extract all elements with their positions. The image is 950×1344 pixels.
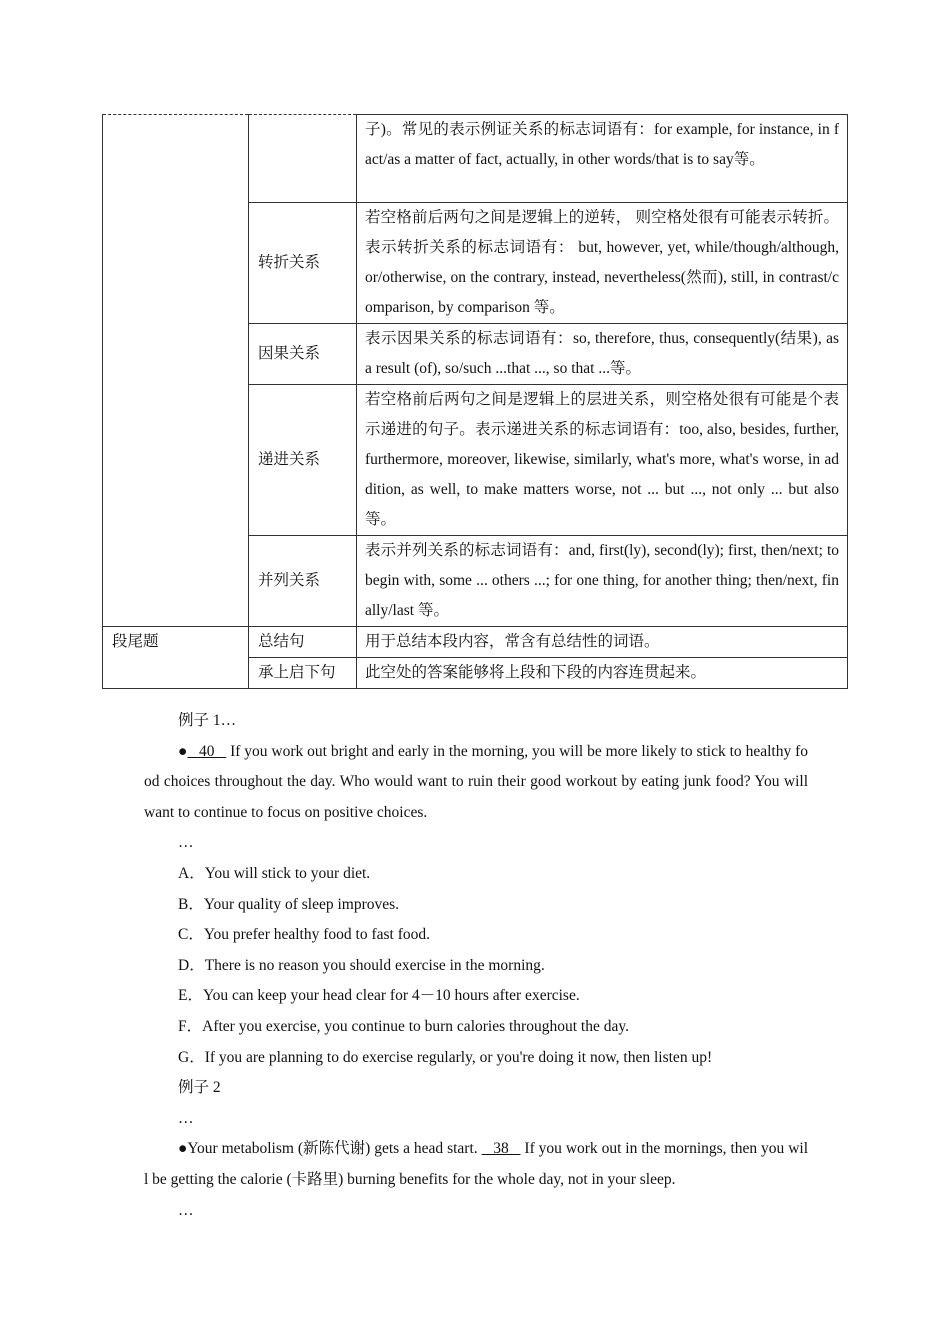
option-e: E．You can keep your head clear for 4－10 hours after exercise. xyxy=(178,987,580,1005)
option-g: G．If you are planning to do exercise regularly, or you're doing it now, then listen up! xyxy=(178,1048,713,1066)
example2-text: If you work out in the mornings, then you will be getting the calorie (卡路里) burning benefits for the whole day, not in your sleep. xyxy=(144,1140,809,1188)
example2-paragraph xyxy=(144,1134,808,1195)
example2-heading: 例子 2 xyxy=(178,1079,221,1097)
table-row xyxy=(103,627,848,658)
example2-lead: ●Your metabolism (新陈代谢) gets a head start. xyxy=(178,1140,482,1158)
desc-cell: 子)。常见的表示例证关系的标志词语有：for example, for instance, in fact/as a matter of fact, actually, in other words/that is to say等。 xyxy=(357,115,848,203)
example1-paragraph xyxy=(144,737,808,829)
desc-cell: 表示并列关系的标志词语有：and, first(ly), second(ly); first, then/next; to begin with, some ... others ...; for one thing, for another thing; then/next, finally/last 等。 xyxy=(357,536,848,627)
section-cell-empty xyxy=(103,115,249,627)
type-cell-empty xyxy=(249,115,357,203)
type-cell: 递进关系 xyxy=(249,385,357,536)
strategy-table xyxy=(102,114,848,689)
option-c: C．You prefer healthy food to fast food. xyxy=(178,926,430,944)
ellipsis: … xyxy=(178,1109,194,1127)
answer-blank: 40 xyxy=(187,742,227,760)
desc-cell: 此空处的答案能够将上段和下段的内容连贯起来。 xyxy=(357,658,848,689)
desc-cell: 若空格前后两句之间是逻辑上的层进关系，则空格处很有可能是个表示递进的句子。表示递进关系的标志词语有：too, also, besides, further, furthermore, moreover, likewise, similarly, what's more, what's worse, in addition, as well, to make matters worse, not ... but ..., not only ... but also 等。 xyxy=(357,385,848,536)
example1-heading: 例子 1… xyxy=(178,712,237,729)
type-cell: 总结句 xyxy=(249,627,357,658)
type-cell: 并列关系 xyxy=(249,536,357,627)
desc-cell: 表示因果关系的标志词语有：so, therefore, thus, consequently(结果), as a result (of), so/such ...that ..., so that ...等。 xyxy=(357,324,848,385)
ellipsis: … xyxy=(178,1201,194,1219)
type-cell: 转折关系 xyxy=(249,203,357,324)
ellipsis: … xyxy=(178,834,194,852)
option-a: A．You will stick to your diet. xyxy=(178,864,371,882)
examples xyxy=(144,706,808,1226)
type-cell: 因果关系 xyxy=(249,324,357,385)
table-row xyxy=(103,115,848,203)
bullet: ● xyxy=(178,742,188,760)
desc-cell: 用于总结本段内容，常含有总结性的词语。 xyxy=(357,627,848,658)
desc-cell: 若空格前后两句之间是逻辑上的逆转， 则空格处很有可能表示转折。表示转折关系的标志词语有： but, however, yet, while/though/although, or/otherwise, on the contrary, instead, nevertheless(然而), still, in contrast/comparison, by comparison 等。 xyxy=(357,203,848,324)
answer-blank: 38 xyxy=(481,1140,521,1158)
option-d: D．There is no reason you should exercise in the morning. xyxy=(178,956,545,974)
option-b: B．Your quality of sleep improves. xyxy=(178,895,400,913)
example1-text: If you work out bright and early in the morning, you will be more likely to stick to healthy food choices throughout the day. Who would want to ruin their good workout by eating junk food? You will want to continue to focus on positive choices. xyxy=(144,742,808,821)
section-cell: 段尾题 xyxy=(103,627,249,689)
type-cell: 承上启下句 xyxy=(249,658,357,689)
option-f: F．After you exercise, you continue to burn calories throughout the day. xyxy=(178,1017,629,1035)
